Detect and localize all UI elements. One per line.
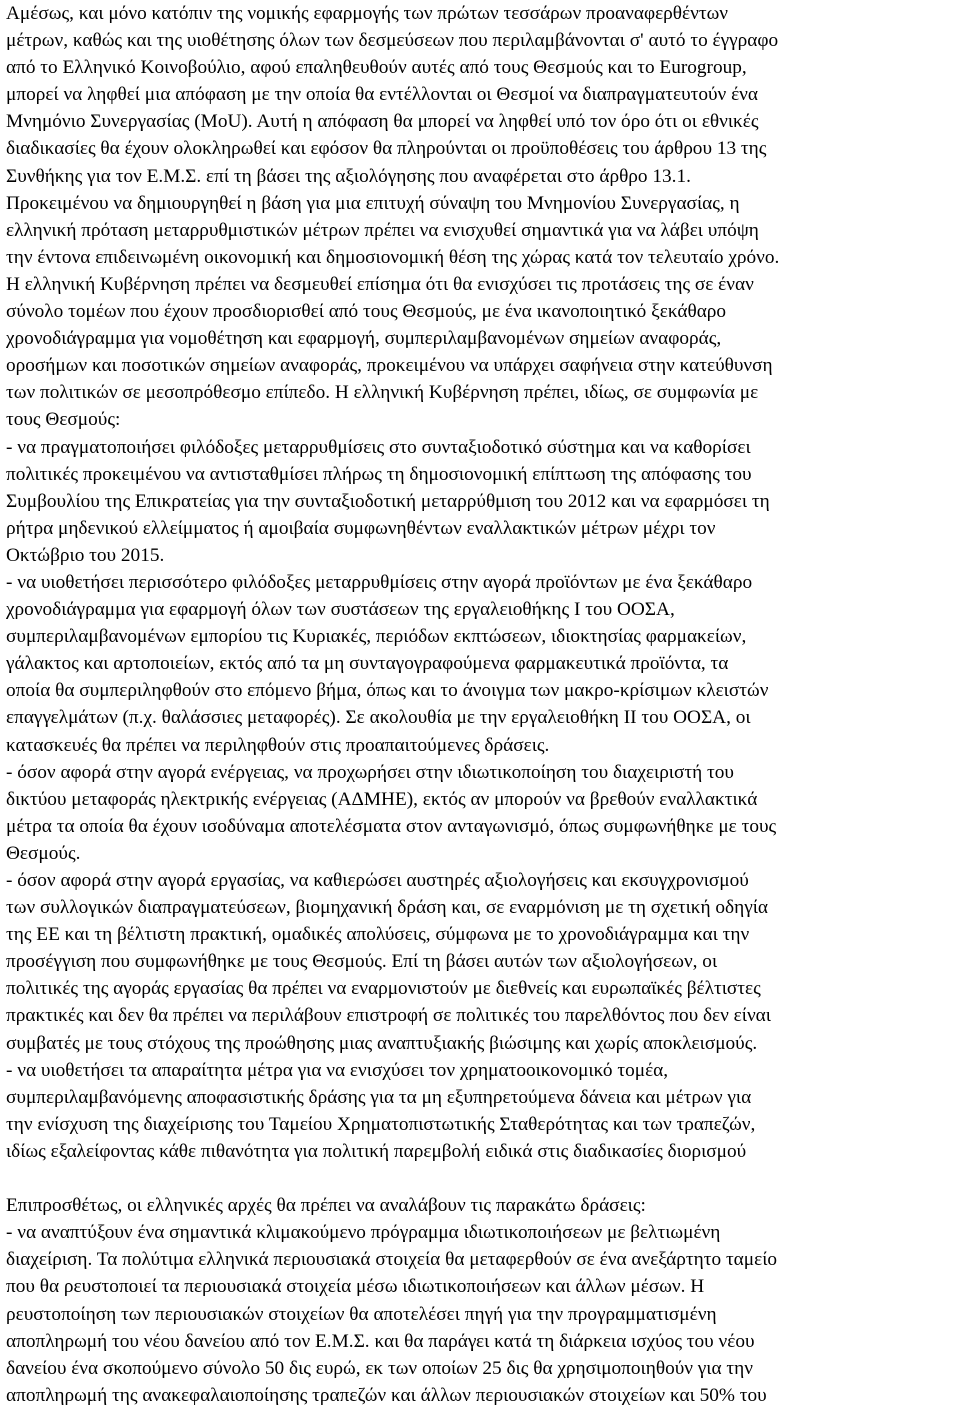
text-line: διαδικασίες θα έχουν ολοκληρωθεί και εφόσον θα πληρούνται οι προϋποθέσεις του άρθρου 13 της <box>6 138 767 160</box>
text-line: κατασκευές θα πρέπει να περιληφθούν στις προαπαιτούμενες δράσεις. <box>6 734 550 756</box>
text-line: χρονοδιάγραμμα για εφαρμογή όλων των συστάσεων της εργαλειοθήκης Ι του ΟΟΣΑ, <box>6 599 675 621</box>
text-line: μέτρα τα οποία θα έχουν ισοδύναμα αποτελέσματα στον ανταγωνισμό, όπως συμφωνήθηκε με τους <box>6 815 777 837</box>
text-line: των συλλογικών διαπραγματεύσεων, βιομηχανική δράση και, σε εναρμόνιση με τη σχετική οδηγία <box>6 897 769 919</box>
text-line: από το Ελληνικό Κοινοβούλιο, αφού επαληθευθούν αυτές από τους Θεσμούς και το Eurogroup, <box>6 57 747 79</box>
text-line: ρευστοποίηση των περιουσιακών στοιχείων θα αποτελέσει πηγή για την προγραμματισμένη <box>6 1303 717 1325</box>
text-line: Αμέσως, και μόνο κατόπιν της νομικής εφαρμογής των πρώτων τεσσάρων προαναφερθέντων <box>6 3 729 24</box>
text-line: - να υιοθετήσει τα απαραίτητα μέτρα για να ενισχύσει τον χρηματοοικονομικό τομέα, <box>6 1059 669 1081</box>
text-line: ελληνική πρόταση μεταρρυθμιστικών μέτρων πρέπει να ενισχυθεί σημαντικά για να λάβει υπόψη <box>6 219 759 241</box>
text-line: πρακτικές και δεν θα πρέπει να περιλάβουν επιστροφή σε πολιτικές του παρελθόντος που δεν είναι <box>6 1005 771 1027</box>
text-line: Οκτώβριο του 2015. <box>6 544 165 566</box>
text-line: - να πραγματοποιήσει φιλόδοξες μεταρρυθμίσεις στο συνταξιοδοτικό σύστημα και να καθορίσει <box>6 436 751 458</box>
text-line: Συνθήκης για τον Ε.Μ.Σ. επί τη βάσει της αξιολόγησης που αναφέρεται στο άρθρο 13.1. <box>6 165 691 187</box>
text-line: Η ελληνική Κυβέρνηση πρέπει να δεσμευθεί επίσημα ότι θα ενισχύσει τις προτάσεις της σε έναν <box>6 273 754 295</box>
text-line: δικτύου μεταφοράς ηλεκτρικής ενέργειας (ΑΔΜΗΕ), εκτός αν μπορούν να βρεθούν εναλλακτικά <box>6 788 758 810</box>
text-line: την έντονα επιδεινωμένη οικονομική και δημοσιονομική θέση της χώρας κατά τον τελευταίο χρόνο. <box>6 246 780 268</box>
text-line: αποπληρωμή της ανακεφαλαιοποίησης τραπεζών και άλλων περιουσιακών στοιχείων και 50% του <box>6 1384 767 1406</box>
text-line: Μνημόνιο Συνεργασίας (MoU). Αυτή η απόφαση θα μπορεί να ληφθεί υπό τον όρο ότι οι εθνικές <box>6 111 759 133</box>
text-line: ιδίως εξαλείφοντας κάθε πιθανότητα για πολιτική παρεμβολή ειδικά στις διαδικασίες διορισμού <box>6 1140 747 1162</box>
document-page <box>6 0 954 1427</box>
text-line: ρήτρα μηδενικού ελλείμματος ή αμοιβαία συμφωνηθέντων εναλλακτικών μέτρων μέχρι τον <box>6 517 716 539</box>
text-line: σύνολο τομέων που έχουν προσδιορισθεί από τους Θεσμούς, με ένα ικανοποιητικό ξεκάθαρο <box>6 301 727 323</box>
text-line: - όσον αφορά στην αγορά εργασίας, να καθιερώσει αυστηρές αξιολογήσεις και εκσυγχρονισμού <box>6 870 749 891</box>
text-line: συμπεριλαμβανομένων εμπορίου τις Κυριακές, περιόδων εκπτώσεων, ιδιοκτησίας φαρμακείων, <box>6 626 747 648</box>
text-line: γάλακτος και αρτοποιείων, εκτός από τα μη συνταγογραφούμενα φαρμακευτικά προϊόντα, τα <box>6 653 729 675</box>
text-line: χρονοδιάγραμμα για νομοθέτηση και εφαρμογή, συμπεριλαμβανομένων σημείων αναφοράς, <box>6 328 722 350</box>
text-line: συμπεριλαμβανόμενης αποφασιστικής δράσης για τα μη εξυπηρετούμενα δάνεια και μέτρων για <box>6 1086 752 1108</box>
text-line: τους Θεσμούς: <box>6 409 121 431</box>
text-line: συμβατές με τους στόχους της προώθησης μιας αναπτυξιακής βιώσιμης και χωρίς αποκλεισμούς. <box>6 1032 758 1054</box>
text-line: των πολιτικών σε μεσοπρόθεσμο επίπεδο. Η ελληνική Κυβέρνηση πρέπει, ιδίως, σε συμφωνία με <box>6 382 759 404</box>
text-line: προσέγγιση που συμφωνήθηκε με τους Θεσμούς. Επί τη βάσει αυτών των αξιολογήσεων, οι <box>6 951 718 973</box>
text-line: οροσήμων και ποσοτικών σημείων αναφοράς, προκειμένου να υπάρχει σαφήνεια στην κατεύθυνση <box>6 355 773 377</box>
text-line: οποία θα συμπεριληφθούν στο επόμενο βήμα, όπως και το άνοιγμα των μακρο-κρίσιμων κλειστών <box>6 680 769 702</box>
text-line: πολιτικές προκειμένου να αντισταθμίσει πλήρως τη δημοσιονομική επίπτωση της απόφασης του <box>6 463 752 485</box>
text-line: Προκειμένου να δημιουργηθεί η βάση για μια επιτυχή σύναψη του Μνημονίου Συνεργασίας, η <box>6 192 740 214</box>
text-line: που θα ρευστοποιεί τα περιουσιακά στοιχεία μέσω ιδιωτικοποιήσεων και άλλων μέσων. Η <box>6 1276 705 1298</box>
text-line: - όσον αφορά στην αγορά ενέργειας, να προχωρήσει στην ιδιωτικοποίηση του διαχειριστή του <box>6 761 734 783</box>
text-line: - να υιοθετήσει περισσότερο φιλόδοξες μεταρρυθμίσεις στην αγορά προϊόντων με ένα ξεκάθαρο <box>6 571 753 593</box>
text-line: - να αναπτύξουν ένα σημαντικά κλιμακούμενο πρόγραμμα ιδιωτικοποιήσεων με βελτιωμένη <box>6 1222 721 1244</box>
text-line: Θεσμούς. <box>6 842 81 864</box>
text-line: Συμβουλίου της Επικρατείας για την συνταξιοδοτική μεταρρύθμιση του 2012 και να εφαρμόσει τη <box>6 490 770 512</box>
text-line: επαγγελμάτων (π.χ. θαλάσσιες μεταφορές). Σε ακολουθία με την εργαλειοθήκη ΙΙ του ΟΟΣΑ, οι <box>6 707 751 729</box>
text-line: αποπληρωμή του νέου δανείου από τον Ε.Μ.Σ. και θα παράγει κατά τη διάρκεια ισχύος του νέου <box>6 1330 755 1352</box>
text-line: την ενίσχυση της διαχείρισης του Ταμείου Χρηματοπιστωτικής Σταθερότητας και των τραπεζών, <box>6 1113 756 1135</box>
text-line: μέτρων, καθώς και της υιοθέτησης όλων των δεσμεύσεων που περιλαμβάνονται σ' αυτό το έγγραφο <box>6 30 779 52</box>
blank-line <box>6 1165 954 1192</box>
text-line: μπορεί να ληφθεί μια απόφαση με την οποία θα εντέλλονται οι Θεσμοί να διαπραγματευτούν ένα <box>6 84 759 106</box>
text-line: της ΕΕ και τη βέλτιστη πρακτική, ομαδικές απολύσεις, σύμφωνα με το χρονοδιάγραμμα και την <box>6 924 750 946</box>
text-line: πολιτικές της αγοράς εργασίας θα πρέπει να εναρμονιστούν με διεθνείς και ευρωπαϊκές βέλτιστες <box>6 978 761 1000</box>
document-text <box>6 0 954 1409</box>
text-line: Επιπροσθέτως, οι ελληνικές αρχές θα πρέπει να αναλάβουν τις παρακάτω δράσεις: <box>6 1195 646 1217</box>
text-line: διαχείριση. Τα πολύτιμα ελληνικά περιουσιακά στοιχεία θα μεταφερθούν σε ένα ανεξάρτητο ταμείο <box>6 1249 778 1271</box>
text-line: δανείου ένα σκοπούμενο σύνολο 50 δις ευρώ, εκ των οποίων 25 δις θα χρησιμοποιηθούν για την <box>6 1357 753 1379</box>
